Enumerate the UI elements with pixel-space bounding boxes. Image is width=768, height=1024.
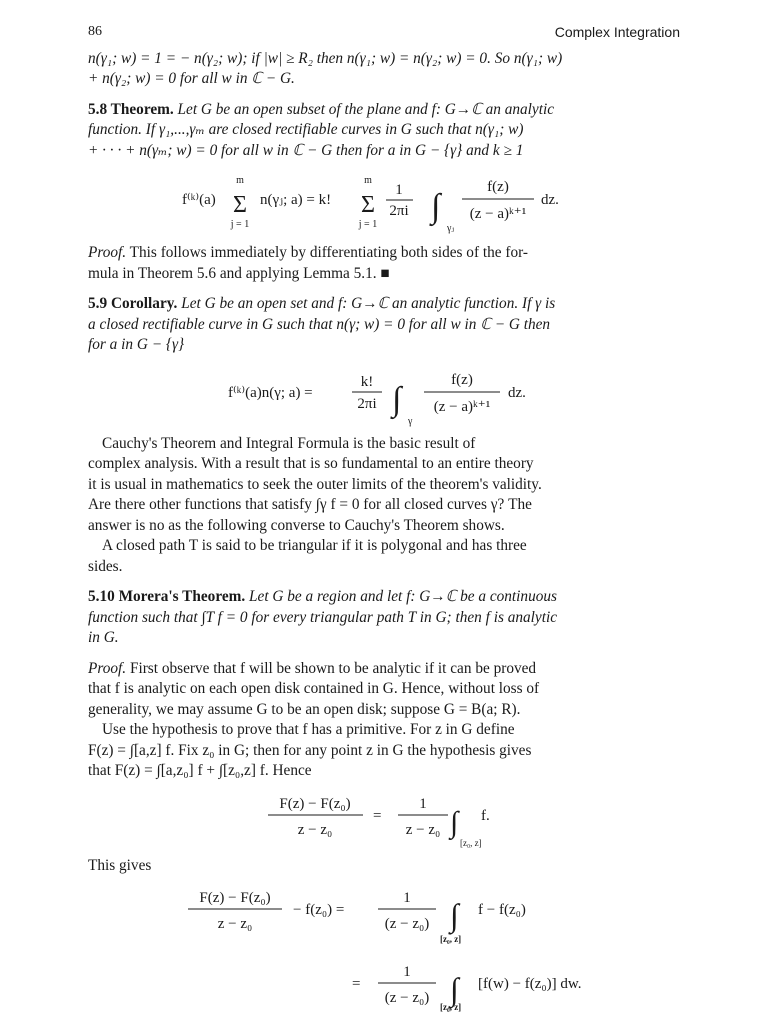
- theorem-line: + · · · + n(γₘ; w) = 0 for all w in ℂ − G then for a in G − {γ} and k ≥ 1: [88, 141, 524, 159]
- frac-denominator: 2πi: [389, 203, 409, 219]
- paragraph-triangular: [88, 536, 680, 577]
- frac-numerator: 1: [403, 964, 411, 980]
- proof-5-8: [88, 243, 680, 284]
- proof-continuation: [88, 720, 680, 782]
- proof-line: Use the hypothesis to prove that f has a primitive. For z in G define: [102, 721, 515, 738]
- integral-sign: ∫: [450, 805, 459, 839]
- running-title: Complex Integration: [554, 24, 680, 40]
- theorem-line: Let G be an open subset of the plane and f: G→ℂ an analytic: [177, 100, 554, 118]
- text-line: it is usual in mathematics to seek the outer limits of the theorem's validity.: [88, 475, 542, 493]
- integral-sign: ∫: [431, 188, 441, 225]
- eq-tail: dz.: [508, 384, 526, 401]
- frac-denominator: (z − z₀): [384, 916, 430, 932]
- integrand-numerator: f(z): [487, 179, 509, 195]
- sum-lower-limit: j = 1: [358, 219, 378, 230]
- frac-numerator: F(z) − F(z₀): [279, 795, 351, 812]
- integral-subscript: γⱼ: [447, 223, 455, 234]
- proof-line: First observe that f will be shown to be analytic if it can be proved: [129, 659, 537, 677]
- proof-label: Proof.: [88, 244, 127, 261]
- integral-subscript: [z₀, z]: [460, 837, 482, 848]
- theorem-line: Let G be a region and let f: G→ℂ be a continuous: [249, 588, 557, 605]
- theorem-line: in G.: [88, 629, 119, 646]
- sum-upper-limit: m: [236, 175, 244, 186]
- theorem-label: 5.10 Morera's Theorem.: [88, 588, 246, 605]
- book-page: [88, 22, 680, 1018]
- intro-line: n(γ₁; w) = 1 = − n(γ₂; w); if |w| ≥ R₂ then n(γ₁; w) = n(γ₂; w) = 0. So n(γ₁; w): [88, 49, 563, 67]
- text-line: A closed path T is said to be triangular if it is polygonal and has three: [102, 537, 527, 554]
- frac-numerator: 1: [403, 890, 411, 906]
- integrand-denominator: (z − a)ᵏ⁺¹: [433, 398, 491, 415]
- proof-5-10: [88, 659, 680, 721]
- text-line: Cauchy's Theorem and Integral Formula is the basic result of: [102, 434, 476, 452]
- this-gives-text: This gives: [88, 856, 152, 874]
- proof-line: generality, we may assume G to be an open disk; suppose G = B(a; R).: [88, 700, 521, 718]
- corollary-label: 5.9 Corollary.: [88, 295, 178, 312]
- frac-numerator: k!: [360, 373, 374, 390]
- integrand-denominator: (z − a)ᵏ⁺¹: [469, 206, 527, 222]
- page-number: 86: [88, 24, 102, 39]
- text-line: complex analysis. With a result that is so fundamental to an entire theory: [88, 455, 534, 472]
- corollary-line: a closed rectifiable curve in G such that n(γ; w) = 0 for all w in ℂ − G then: [88, 315, 551, 333]
- equation-hence: [88, 788, 680, 850]
- frac-denominator: z − z₀: [405, 821, 441, 838]
- eq-minus-term: − f(z₀) =: [293, 902, 345, 918]
- equation-theorem-5-8: [88, 167, 680, 237]
- page-header: [88, 22, 680, 43]
- proof-line: F(z) = ∫[a,z] f. Fix z₀ in G; then for any point z in G the hypothesis gives: [88, 741, 532, 759]
- integral-subscript: γ: [408, 415, 413, 427]
- theorem-5-10: [88, 587, 680, 649]
- theorem-line: function such that ∫T f = 0 for every triangular path T in G; then f is analytic: [88, 608, 558, 626]
- frac-numerator: F(z) − F(z₀): [199, 890, 271, 906]
- equals-sign: =: [373, 807, 382, 824]
- proof-line: This follows immediately by differentiating both sides of the for-: [129, 244, 528, 261]
- eq-tail: dz.: [541, 192, 559, 208]
- equation-this-gives: [88, 882, 680, 1012]
- proof-line: mula in Theorem 5.6 and applying Lemma 5.1. ■: [88, 264, 390, 282]
- intro-line: + n(γ₂; w) = 0 for all w in ℂ − G.: [88, 70, 295, 87]
- frac-denominator: z − z₀: [217, 916, 253, 932]
- proof-label: Proof.: [88, 659, 127, 677]
- frac-denominator: 2πi: [357, 395, 377, 412]
- eq-lhs: f⁽ᵏ⁾(a): [182, 192, 216, 208]
- eq-tail: f.: [481, 807, 490, 824]
- frac-numerator: 1: [419, 795, 427, 812]
- equation-corollary-5-9: [88, 362, 680, 428]
- eq-term: n(γⱼ; a) = k!: [260, 192, 332, 208]
- theorem-5-8: [88, 100, 680, 162]
- sum-lower-limit: j = 1: [230, 219, 250, 230]
- corollary-5-9: [88, 294, 680, 356]
- corollary-line: Let G be an open set and f: G→ℂ an analytic function. If γ is: [181, 295, 556, 312]
- sum-upper-limit: m: [364, 175, 372, 186]
- text-line: answer is no as the following converse to Cauchy's Theorem shows.: [88, 516, 505, 534]
- integrand: [f(w) − f(z₀)] dw.: [478, 976, 582, 992]
- proof-line: that F(z) = ∫[a,z₀] f + ∫[z₀,z] f. Hence: [88, 762, 312, 779]
- sum-sign: Σ: [233, 192, 247, 218]
- frac-denominator: (z − z₀): [384, 990, 430, 1006]
- frac-numerator: 1: [395, 182, 403, 198]
- proof-line: that f is analytic on each open disk contained in G. Hence, without loss of: [88, 680, 540, 697]
- equals-sign: =: [352, 976, 361, 992]
- theorem-label: 5.8 Theorem.: [88, 100, 174, 118]
- sum-sign: Σ: [361, 192, 375, 218]
- integral-sign: ∫: [392, 380, 402, 418]
- integral-subscript: [z₀, z]: [440, 934, 462, 944]
- integrand-numerator: f(z): [451, 371, 473, 388]
- eq-lhs: f⁽ᵏ⁾(a)n(γ; a) =: [228, 384, 313, 401]
- frac-denominator: z − z₀: [297, 821, 333, 838]
- intro-text: [88, 49, 680, 90]
- integral-sign: ∫: [450, 971, 459, 1007]
- text-line: Are there other functions that satisfy ∫γ f = 0 for all closed curves γ? The: [88, 496, 532, 513]
- integral-subscript: [z₀, z]: [440, 1002, 462, 1012]
- integrand: f − f(z₀): [478, 902, 526, 918]
- theorem-line: function. If γ₁,...,γₘ are closed rectifiable curves in G such that n(γ₁; w): [88, 121, 524, 138]
- integral-sign: ∫: [450, 897, 459, 933]
- corollary-line: for a in G − {γ}: [88, 336, 185, 353]
- text-line: sides.: [88, 557, 123, 575]
- paragraph-cauchy: [88, 434, 680, 537]
